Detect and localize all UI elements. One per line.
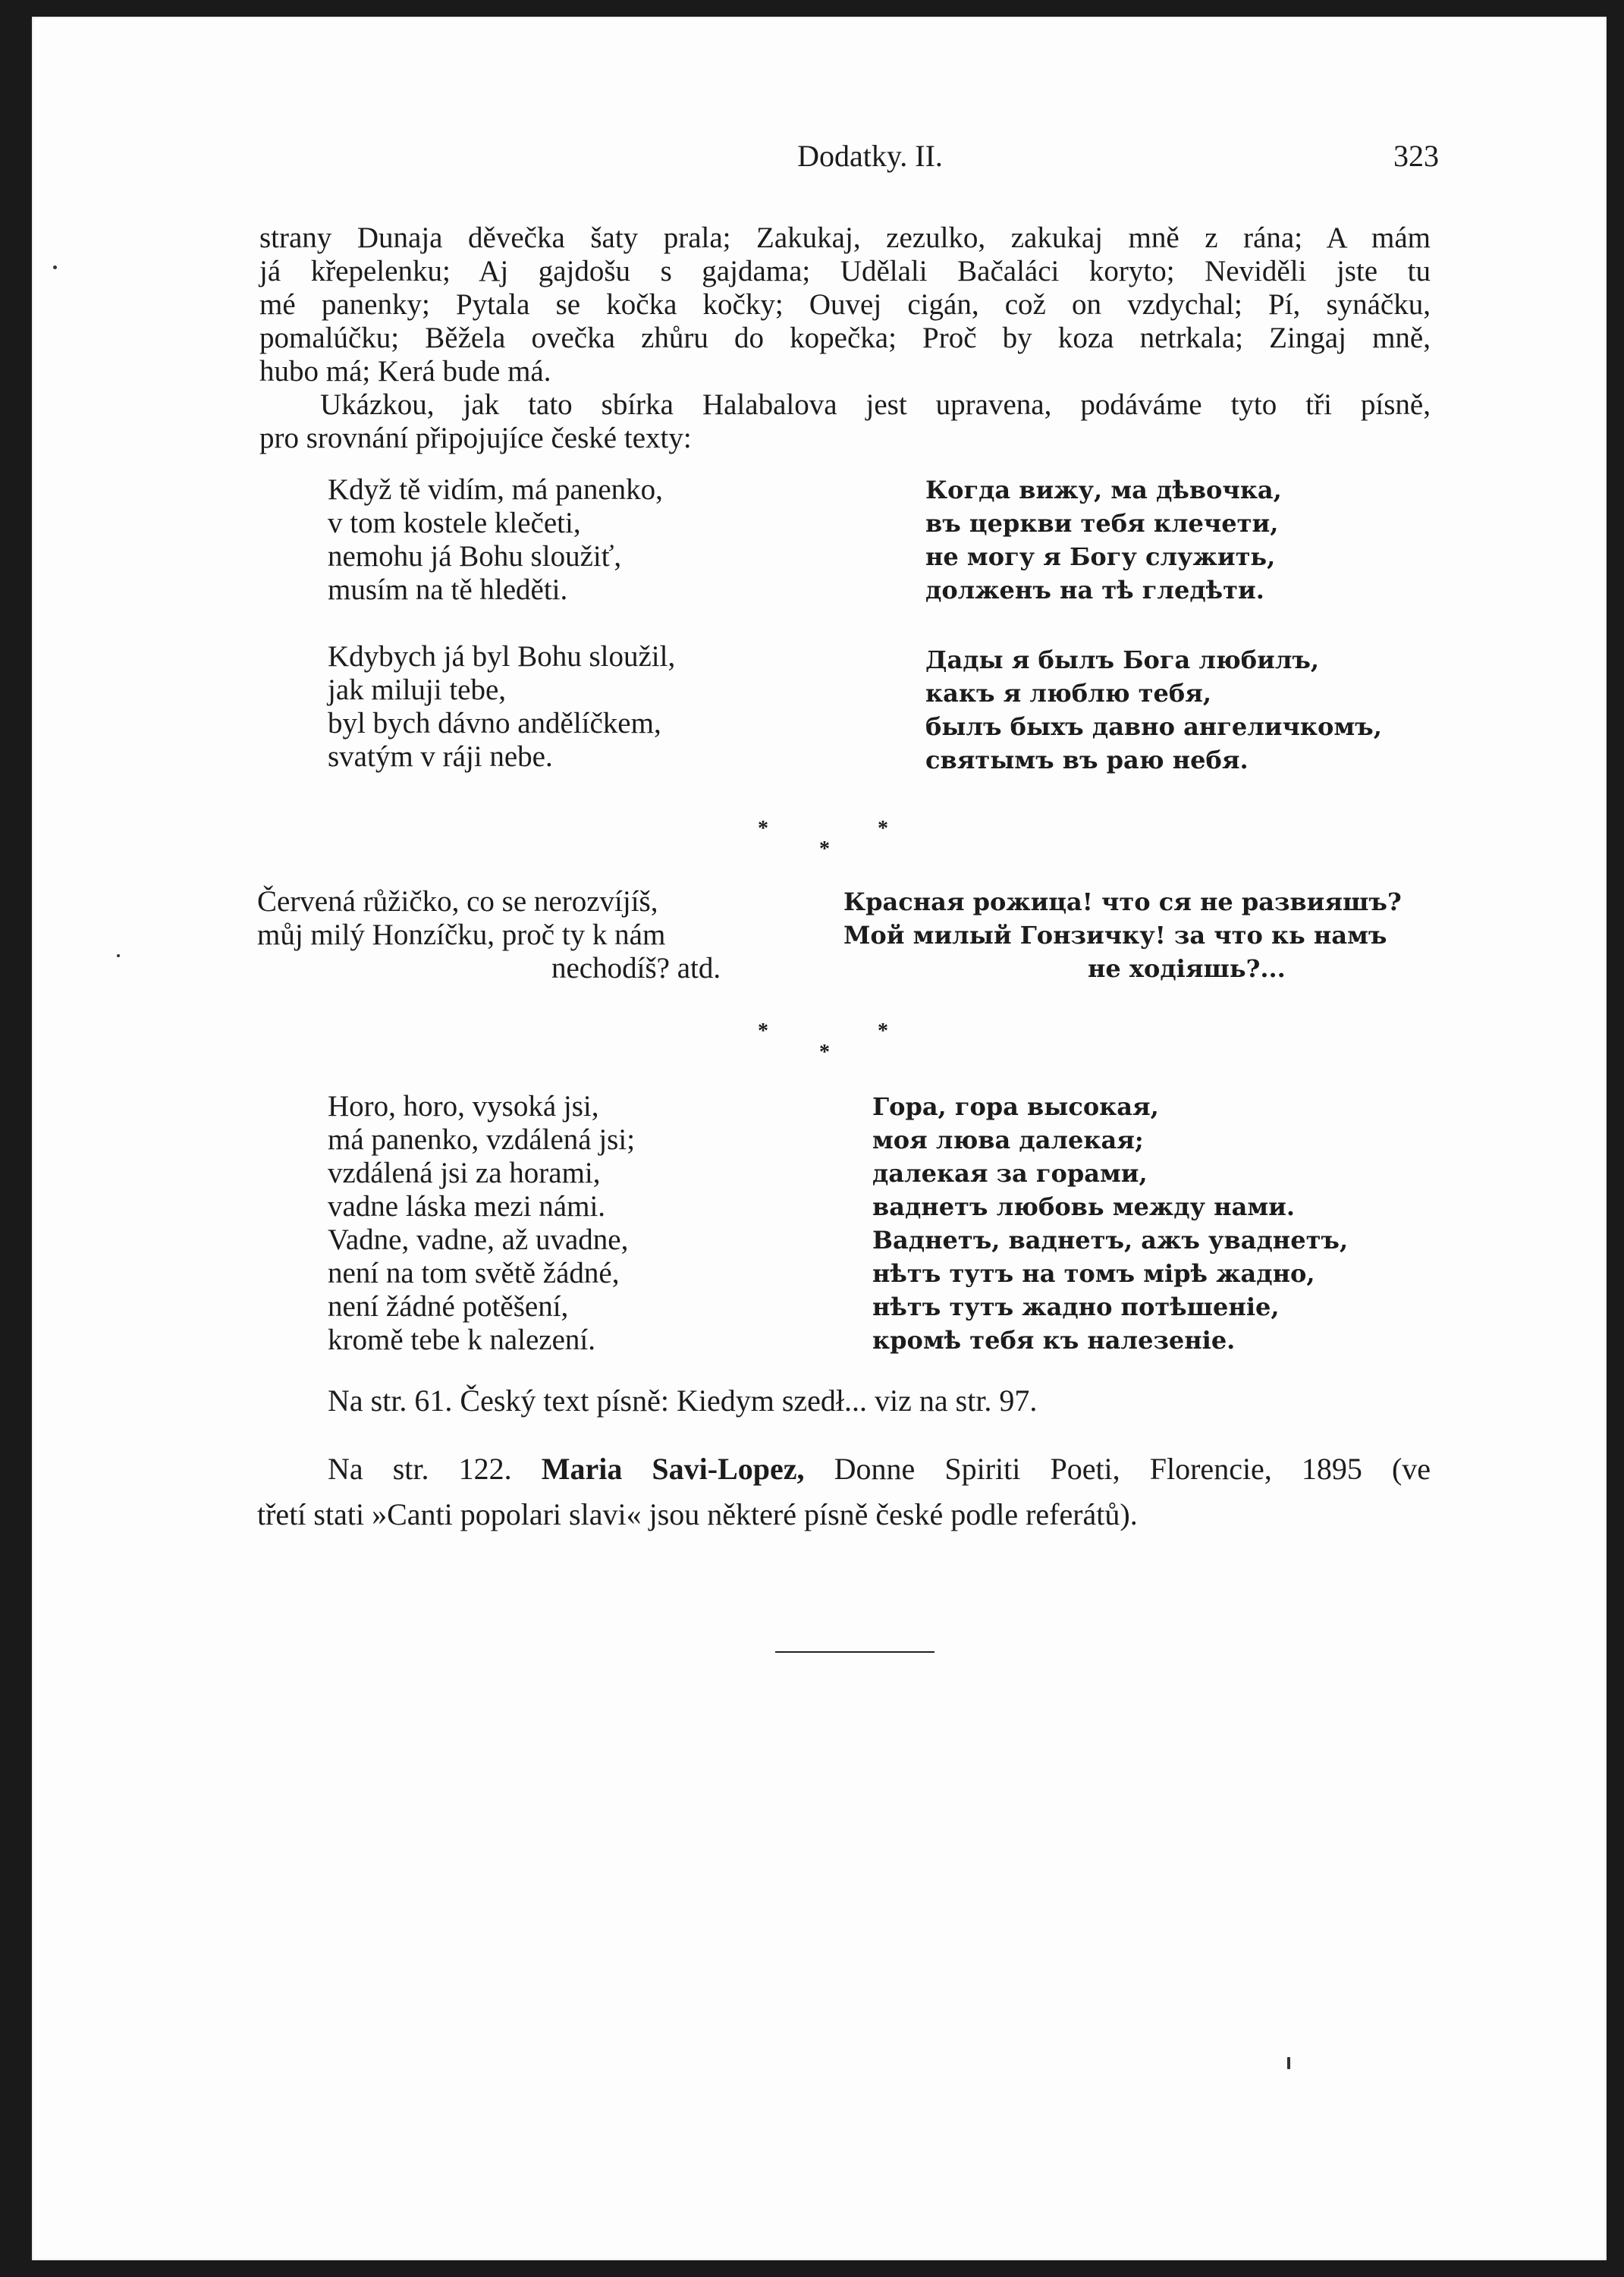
paragraph-line: pomalúčku; Běžela ovečka zhůru do kopečka; Proč by koza netrkala; Zingaj mně, (259, 322, 1431, 354)
verse-line: моя люва далекая; (872, 1126, 1144, 1154)
verse-line: долженъ на тѣ гледѣти. (925, 576, 1264, 605)
verse-line: Když tě vidím, má panenko, (328, 473, 663, 506)
verse-line: Красная рожица! что ся не развияшъ? (843, 887, 1402, 916)
note-page-61: Na str. 61. Český text písně: Kiedym szedł... viz na str. 97. (328, 1383, 1038, 1418)
verse-line: Červená růžičko, co se nerozvíjíš, (257, 885, 658, 918)
note-line: třetí stati »Canti popolari slavi« jsou některé písně české podle referátů). (257, 1497, 1138, 1531)
verse-line: Мой милый Гонзичку! за что кь намъ (843, 921, 1387, 950)
verse-line: Гора, гора высокая, (872, 1092, 1159, 1121)
verse-line: нѣтъ тутъ на томъ мірѣ жадно, (872, 1259, 1315, 1288)
verse-line: můj milý Honzíčku, proč ty k nám (257, 919, 666, 951)
verse-line: nemohu já Bohu sloužiť, (328, 540, 622, 573)
verse-line: musím na tě hleděti. (328, 573, 568, 606)
separator-star: * (878, 1019, 888, 1043)
paragraph-line: hubo má; Kerá bude má. (259, 355, 551, 388)
scan-speck (1287, 2057, 1290, 2069)
separator-star: * (758, 1019, 768, 1043)
verse-line: святымъ въ раю небя. (925, 746, 1249, 774)
verse-line: v tom kostele klečeti, (328, 507, 581, 539)
document-page (32, 17, 1607, 2260)
song2-czech (257, 885, 721, 985)
separator-star: * (819, 837, 830, 861)
verse-line: далекая за горами, (872, 1159, 1148, 1188)
verse-line: není na tom světě žádné, (328, 1257, 620, 1289)
page-number: 323 (1393, 139, 1439, 173)
song1-czech-stanza-2 (328, 640, 675, 774)
song3-russian (872, 1090, 1348, 1357)
verse-line: má panenko, vzdálená jsi; (328, 1123, 636, 1156)
note-prefix: Na str. 122. (328, 1452, 512, 1486)
verse-line: není žádné potěšení, (328, 1290, 569, 1323)
verse-line: Ваднетъ, ваднетъ, ажъ уваднетъ, (872, 1226, 1349, 1255)
verse-line: nechodíš? atd. (551, 952, 721, 985)
separator-star: * (758, 817, 768, 840)
intro-paragraph (259, 221, 1431, 388)
verse-line: Kdybych já byl Bohu sloužil, (328, 640, 676, 673)
song1-russian-stanza-2 (925, 643, 1382, 777)
verse-line: нѣтъ тутъ жадно потѣшеніе, (872, 1292, 1280, 1321)
verse-line: ваднетъ любовь между нами. (872, 1192, 1295, 1221)
note-rest: Donne Spiriti Poeti, Florencie, 1895 (ve (834, 1452, 1431, 1486)
verse-line: Когда вижу, ма дѣвочка, (925, 476, 1282, 504)
verse-line: jak miluji tebe, (328, 674, 507, 706)
verse-line: svatým v ráji nebe. (328, 740, 553, 773)
paragraph-line: Ukázkou, jak tato sbírka Halabalova jest upravena, podáváme tyto tři písně, (320, 388, 1431, 421)
paragraph-line: pro srovnání připojujíce české texty: (259, 422, 692, 454)
verse-line: былъ быхъ давно ангеличкомъ, (925, 712, 1382, 741)
note-page-122 (257, 1446, 1431, 1537)
song1-russian-stanza-1 (925, 473, 1282, 607)
running-header-title: Dodatky. II. (797, 139, 943, 173)
scan-speck (117, 954, 120, 957)
note-line (257, 1446, 1431, 1492)
separator-star: * (878, 817, 888, 840)
verse-line: кромѣ тебя къ налезеніе. (872, 1326, 1236, 1355)
verse-line: kromě tebe k nalezení. (328, 1324, 595, 1356)
second-paragraph (259, 388, 1431, 455)
scan-speck (53, 265, 57, 269)
separator-star: * (819, 1041, 830, 1064)
song2-russian (843, 885, 1402, 985)
paragraph-line: já křepelenku; Aj gajdošu s gajdama; Udělali Bačaláci koryto; Neviděli jste tu (259, 255, 1431, 287)
paragraph-line: mé panenky; Pytala se kočka kočky; Ouvej cigán, což on vzdychal; Pí, synáčku, (259, 288, 1431, 321)
verse-line: не могу я Богу служить, (925, 542, 1276, 571)
verse-line: какъ я люблю тебя, (925, 679, 1211, 708)
verse-line: byl bych dávno andělíčkem, (328, 707, 661, 740)
author-name: Maria Savi-Lopez, (541, 1452, 805, 1486)
song3-czech (328, 1090, 635, 1357)
verse-line: Horo, horo, vysoká jsi, (328, 1090, 599, 1123)
verse-line: Дады я былъ Бога любилъ, (925, 645, 1320, 674)
verse-line: Vadne, vadne, až uvadne, (328, 1223, 629, 1256)
song1-czech-stanza-1 (328, 473, 663, 607)
verse-line: не ходіяшь?... (1088, 954, 1286, 983)
paragraph-line: strany Dunaja děvečka šaty prala; Zakukaj, zezulko, zakukaj mně z rána; A mám (259, 221, 1431, 254)
verse-line: въ церкви тебя клечети, (925, 509, 1279, 538)
closing-rule (775, 1651, 935, 1653)
verse-line: vzdálená jsi za horami, (328, 1157, 601, 1189)
verse-line: vadne láska mezi námi. (328, 1190, 606, 1223)
